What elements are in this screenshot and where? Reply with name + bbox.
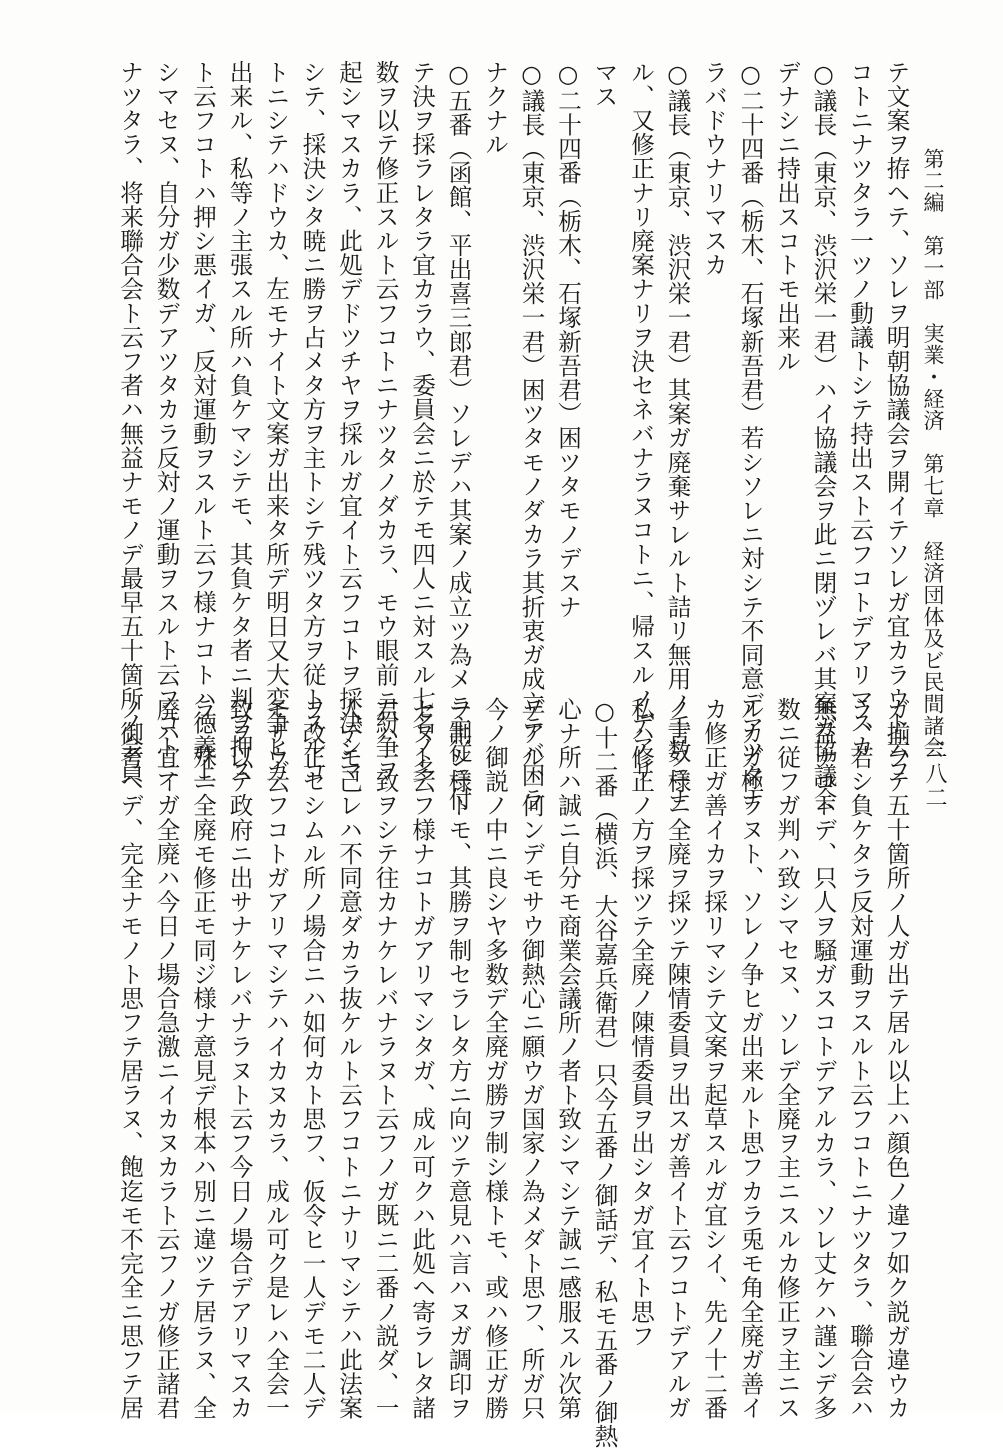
text-column: 今ノ御説ノ中ニ良シヤ多数デ全廃ガ勝ヲ制シ様トモ、或ハ修正ガ勝 bbox=[481, 697, 510, 1420]
text-column: 起シマスカラ、此処デドツチヤヲ採ルガ宜イト云フコトヲ採決シマ bbox=[335, 60, 364, 783]
text-column: 無益ナコトデ、只人ヲ騒ガスコトデアルカラ、ソレ丈ケハ謹ンデ多 bbox=[809, 697, 838, 1420]
text-column: 数ニ従フガ判ハ致シマセヌ、ソレデ全廃ヲ主ニスルカ修正ヲ主ニス bbox=[773, 697, 802, 1420]
text-column: モサウ云フコトガアリマシテハイカヌカラ、成ル可ク是レハ全会一 bbox=[262, 697, 291, 1420]
text-column: ノ言フ様ニ全廃ヲ採ツテ陳情委員ヲ出スガ善イト云フコトデアルガ bbox=[663, 697, 692, 1420]
text-column: ルカガ極ラヌト、ソレノ争ヒガ出来ルト思フカラ兎モ角全廃ガ善イ bbox=[736, 697, 765, 1420]
text-column: ル、又修正ナリ廃案ナリヲ決セネバナラヌコトニ、帰スルノデアリ bbox=[627, 60, 656, 783]
text-column: 廃ハ宜イガ全廃ハ今日ノ場合急激ニイカヌカラト云フノガ修正諸君 bbox=[152, 697, 181, 1420]
text-column: トニシテハドウカ、左モナイト文案ガ出来タ所デ明日又大変争ヒガ bbox=[262, 60, 291, 783]
text-column: セヌト云フ様ナコトガアリマシタガ、成ル可クハ此処ヘ寄ラレタ諸 bbox=[408, 697, 437, 1420]
text-column: ガ揃フテ五十箇所ノ人ガ出テ居ル以上ハ顔色ノ違フ如ク説ガ違ウカ bbox=[882, 697, 911, 1420]
text-column: ナツタラ、将来聯合会ト云フ者ハ無益ナモノデ最早五十箇所ノ会員 bbox=[116, 60, 145, 783]
text-column: ○議長（東京、渋沢栄一君）ハイ協議会ヲ此ニ閉ヅレバ其案ガ協議会 bbox=[809, 60, 838, 812]
text-column: 心ナ所ハ誠ニ自分モ商業会議所ノ者ト致シマシテ誠ニ感服スル次第 bbox=[554, 697, 583, 1420]
text-column: コトニナツタラ一ツノ動議トシテ持出スト云フコトデアリマスカ bbox=[846, 60, 875, 759]
text-column: ○二十四番（栃木、石塚新吾君）若シソレニ対シテ不同意デアツタナ bbox=[736, 60, 765, 812]
text-column: マス bbox=[590, 60, 619, 109]
text-column: ヲ制シ様トモ、其勝ヲ制セラレタ方ニ向ツテ意見ハ言ハヌガ調印ヲ bbox=[444, 697, 473, 1420]
text-column: シテ、採決シタ暁ニ勝ヲ占メタ方ヲ主トシテ残ツタ方ヲ従トスルコ bbox=[298, 60, 327, 783]
text-column: ○十二番（横浜、大谷嘉兵衛君）只今五番ノ御話デ、私モ五番ノ御熱 bbox=[590, 697, 619, 1449]
page-number: 二八二 bbox=[922, 738, 947, 810]
text-column: 出来ル、私等ノ主張スル所ハ負ケマシテモ、其負ケタ者ニ判ヲ押ス bbox=[225, 60, 254, 783]
text-column: ラ、若シ負ケタラ反対運動ヲスルト云フコトニナツタラ、聯合会ハ bbox=[846, 697, 875, 1420]
text-column: デアル、何ンデモサウ御熱心ニ願ウガ国家ノ為メダト思フ、所ガ只 bbox=[517, 697, 546, 1420]
text-column: ○二十四番（栃木、石塚新吾君）困ツタモノデスナ bbox=[554, 60, 583, 619]
text-column: ○議長（東京、渋沢栄一君）困ツタモノダカラ其折衷ガ成立テバ困ラ bbox=[517, 60, 546, 812]
text-column: 君ハ一致ヲシテ往カナケレバナラヌト云フノガ既ニ二番ノ説ダ、一 bbox=[371, 697, 400, 1420]
text-column: デナシニ持出スコトモ出来ル bbox=[773, 60, 802, 374]
text-column: 致ヲ以テ政府ニ出サナケレバナラヌト云フ今日ノ場合デアリマスカ bbox=[225, 697, 254, 1420]
text-column: ラ、殊ニ全廃モ修正モ同ジ様ナ意見デ根本ハ別ニ違ツテ居ラヌ、全 bbox=[189, 697, 218, 1420]
text-column: テ文案ヲ拵ヘテ、ソレヲ明朝協議会ヲ開イテソレガ宜カラウト云フ bbox=[882, 60, 911, 783]
text-column: テ決ヲ採ラレタラ宜カラウ、委員会ニ於テモ四人ニ対スル七名ノ多 bbox=[408, 60, 437, 783]
text-column: ナクナル bbox=[481, 60, 510, 157]
text-column: ト云フコトハ押シ悪イガ、反対運動ヲスルト云フ様ナコトハ徳義上 bbox=[189, 60, 218, 783]
text-column: 人デモ己レハ不同意ダカラ抜ケルト云フコトニナリマシテハ此法案 bbox=[335, 697, 364, 1420]
text-column: ヲ改正セシムル所ノ場合ニハ如何カト思フ、仮令ヒ一人デモ二人デ bbox=[298, 697, 327, 1420]
text-column: 私ハ修正ノ方ヲ採ツテ全廃ノ陳情委員ヲ出シタガ宜イト思フ bbox=[627, 697, 656, 1348]
text-column: 数ヲ以テ修正スルト云フコトニナツタノダカラ、モウ眼前ニ紛争ヲ bbox=[371, 60, 400, 783]
text-column: カ修正ガ善イカヲ採リマシテ文案ヲ起草スルガ宜シイ、先ノ十二番 bbox=[700, 697, 729, 1420]
running-title: 第二編 第一部 実業・経済 第七章 経済団体及ビ民間諸会 bbox=[921, 148, 945, 759]
text-column: ○議長（東京、渋沢栄一君）其案ガ廃棄サレルト詰リ無用ノ手数ニナ bbox=[663, 60, 692, 812]
text-column: ○五番（函館、平出喜三郎君）ソレデハ其案ノ成立ツ為メニ主従ニ付 bbox=[444, 60, 473, 812]
text-column: ラバドウナリマスカ bbox=[700, 60, 729, 277]
text-column: ノ御考ヘデ、完全ナモノト思フテ居ラヌ、飽迄モ不完全ニ思フテ居 bbox=[116, 697, 145, 1420]
text-column: シマセヌ、自分ガ少数デアツタカラ反対ノ運動ヲスルト云フコトニ bbox=[152, 60, 181, 783]
